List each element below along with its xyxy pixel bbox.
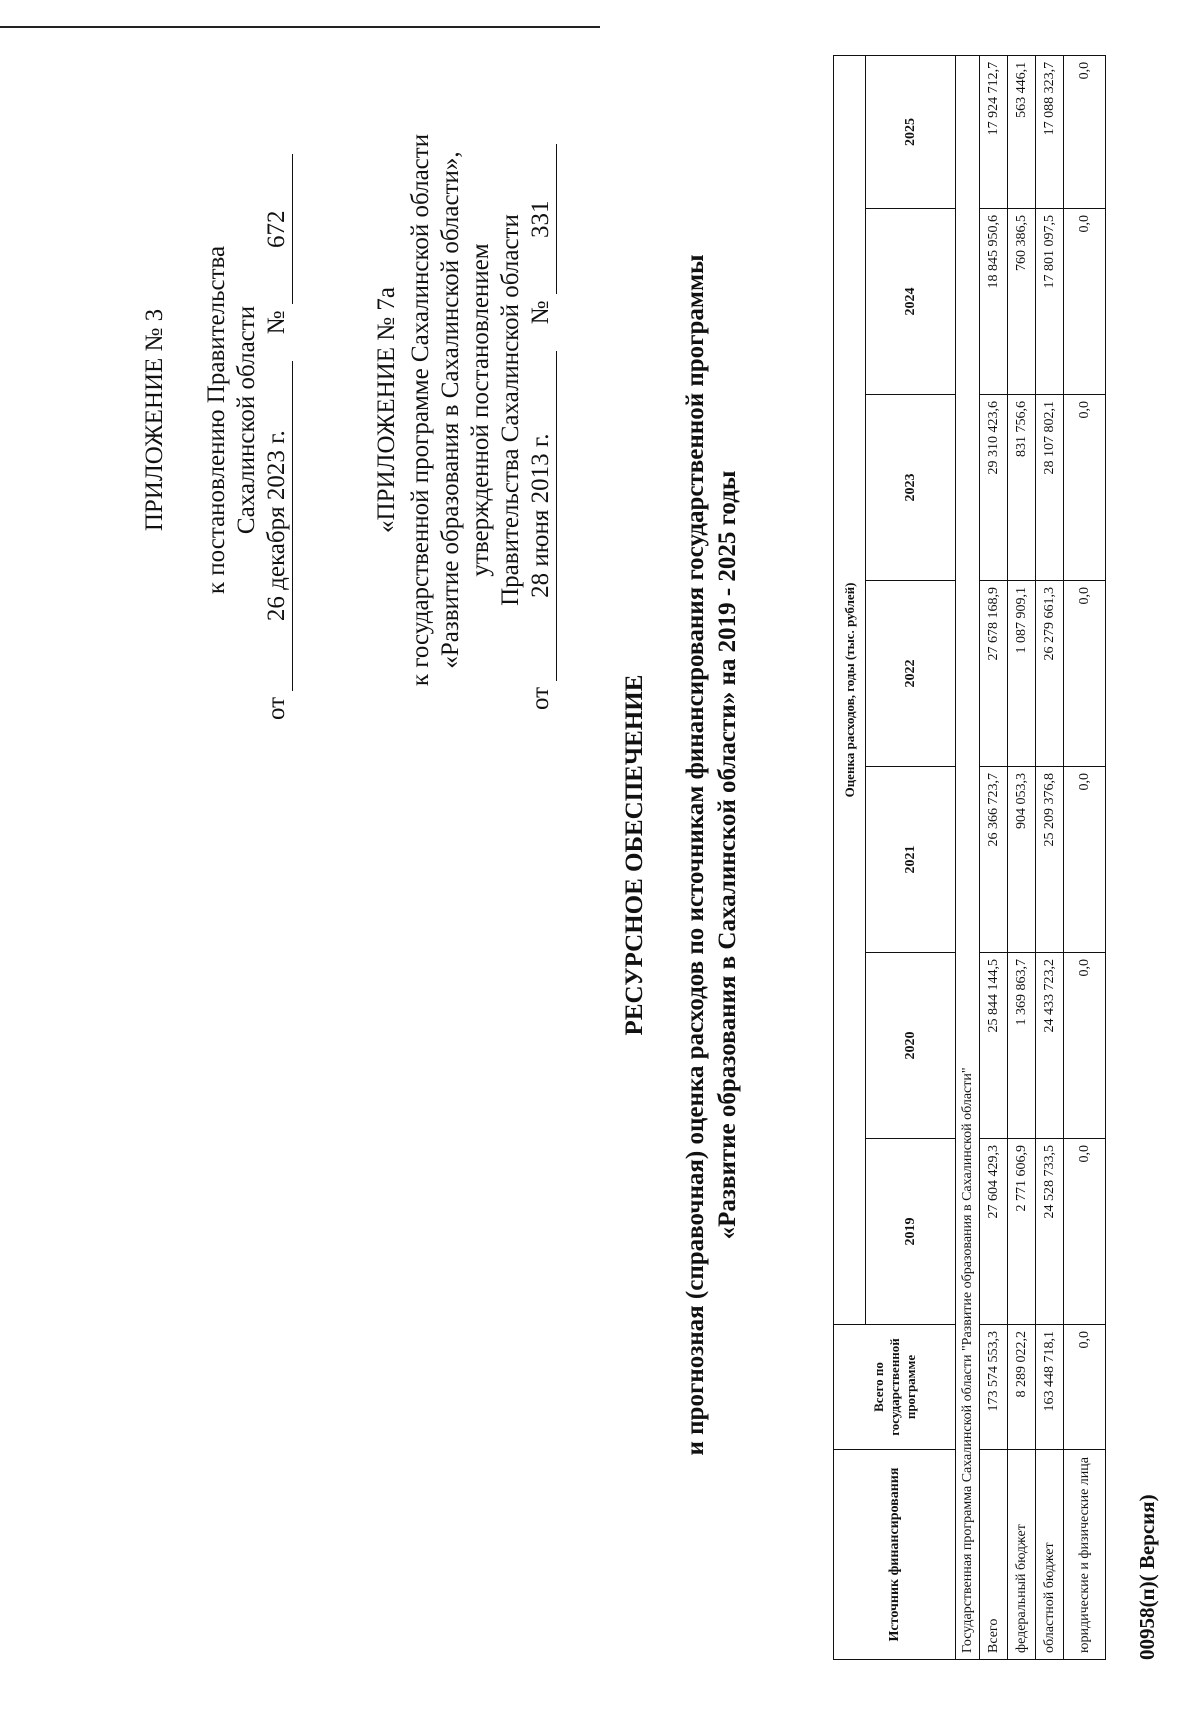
table-row xyxy=(1036,55,1064,1659)
row-value: 0,0 xyxy=(1064,581,1106,767)
appendix-3-date: 26 декабря 2023 г. xyxy=(262,361,293,691)
row-value: 26 366 723,7 xyxy=(980,767,1008,953)
row-label: федеральный бюджет xyxy=(1008,1450,1036,1660)
row-value: 24 433 723,2 xyxy=(1036,953,1064,1139)
appendix-7a-line1: к государственной программе Сахалинской области xyxy=(407,133,434,687)
row-value: 18 845 950,6 xyxy=(980,209,1008,395)
appendix-7a-line4: Правительства Сахалинской области xyxy=(497,214,524,606)
appendix-7a-block xyxy=(372,100,557,720)
row-value: 27 678 168,9 xyxy=(980,581,1008,767)
row-label: Всего xyxy=(980,1450,1008,1660)
table-row xyxy=(980,55,1008,1659)
row-label: юридические и физические лица xyxy=(1064,1450,1106,1660)
row-value: 1 087 909,1 xyxy=(1008,581,1036,767)
financing-table xyxy=(833,55,1106,1660)
appendix-3-num-label: № xyxy=(263,310,290,335)
appendix-3-title: ПРИЛОЖЕНИЕ № 3 xyxy=(141,308,168,532)
row-value: 0,0 xyxy=(1064,55,1106,208)
header-total: Всего по государственной программе xyxy=(834,1325,956,1450)
appendix-7a-from-label: от xyxy=(527,686,554,710)
row-total: 8 289 022,2 xyxy=(1008,1325,1036,1450)
table-row xyxy=(1064,55,1106,1659)
header-year: 2019 xyxy=(866,1139,956,1325)
appendix-7a-title: «ПРИЛОЖЕНИЕ № 7а xyxy=(373,287,400,533)
appendix-3-from-label: от xyxy=(263,696,290,720)
header-year: 2020 xyxy=(866,953,956,1139)
table-row xyxy=(1008,55,1036,1659)
appendix-7a-date-line xyxy=(526,100,557,720)
row-value: 2 771 606,9 xyxy=(1008,1139,1036,1325)
heading-line1: РЕСУРСНОЕ ОБЕСПЕЧЕНИЕ xyxy=(621,674,648,1036)
appendix-3-number: 672 xyxy=(262,154,293,304)
row-total: 173 574 553,3 xyxy=(980,1325,1008,1450)
appendix-3-line2: Сахалинской области xyxy=(233,305,260,535)
header-source: Источник финансирования xyxy=(834,1450,956,1660)
appendix-7a-line2: «Развитие образования в Сахалинской области», xyxy=(437,151,464,669)
row-value: 1 369 863,7 xyxy=(1008,953,1036,1139)
row-value: 25 209 376,8 xyxy=(1036,767,1064,953)
appendix-7a-line3: утвержденной постановлением xyxy=(467,243,494,577)
appendix-3-block xyxy=(140,110,293,730)
row-value: 24 528 733,5 xyxy=(1036,1139,1064,1325)
appendix-3-line1: к постановлению Правительства xyxy=(203,245,230,595)
row-value: 563 446,1 xyxy=(1008,55,1036,208)
row-total: 163 448 718,1 xyxy=(1036,1325,1064,1450)
row-value: 25 844 144,5 xyxy=(980,953,1008,1139)
row-value: 17 924 712,7 xyxy=(980,55,1008,208)
header-years-group: Оценка расходов, годы (тыс. рублей) xyxy=(834,55,866,1324)
header-year: 2023 xyxy=(866,395,956,581)
row-value: 0,0 xyxy=(1064,209,1106,395)
row-value: 0,0 xyxy=(1064,395,1106,581)
header-year: 2024 xyxy=(866,209,956,395)
row-label: областной бюджет xyxy=(1036,1450,1064,1660)
row-value: 0,0 xyxy=(1064,1139,1106,1325)
row-value: 831 756,6 xyxy=(1008,395,1036,581)
header-year: 2022 xyxy=(866,581,956,767)
document-heading xyxy=(618,0,744,1710)
appendix-7a-num-label: № xyxy=(527,300,554,325)
scan-edge-line xyxy=(0,26,600,28)
row-value: 29 310 423,6 xyxy=(980,395,1008,581)
row-value: 17 801 097,5 xyxy=(1036,209,1064,395)
row-value: 26 279 661,3 xyxy=(1036,581,1064,767)
appendix-7a-number: 331 xyxy=(526,144,557,294)
header-year: 2021 xyxy=(866,767,956,953)
heading-line2: и прогнозная (справочная) оценка расходов по источникам финансирования государственной программы xyxy=(682,254,709,1456)
document-code: 00958(п)( Версия) xyxy=(1135,1494,1159,1660)
row-value: 0,0 xyxy=(1064,953,1106,1139)
appendix-3-date-line xyxy=(262,110,293,730)
header-year: 2025 xyxy=(866,55,956,208)
row-value: 760 386,5 xyxy=(1008,209,1036,395)
row-value: 0,0 xyxy=(1064,767,1106,953)
appendix-7a-date: 28 июня 2013 г. xyxy=(526,351,557,681)
row-value: 27 604 429,3 xyxy=(980,1139,1008,1325)
program-row: Государственная программа Сахалинской области "Развитие образования в Сахалинской области" xyxy=(956,55,980,1659)
row-value: 17 088 323,7 xyxy=(1036,55,1064,208)
row-total: 0,0 xyxy=(1064,1325,1106,1450)
heading-line3: «Развитие образования в Сахалинской области» на 2019 - 2025 годы xyxy=(714,470,741,1240)
row-value: 28 107 802,1 xyxy=(1036,395,1064,581)
row-value: 904 053,3 xyxy=(1008,767,1036,953)
